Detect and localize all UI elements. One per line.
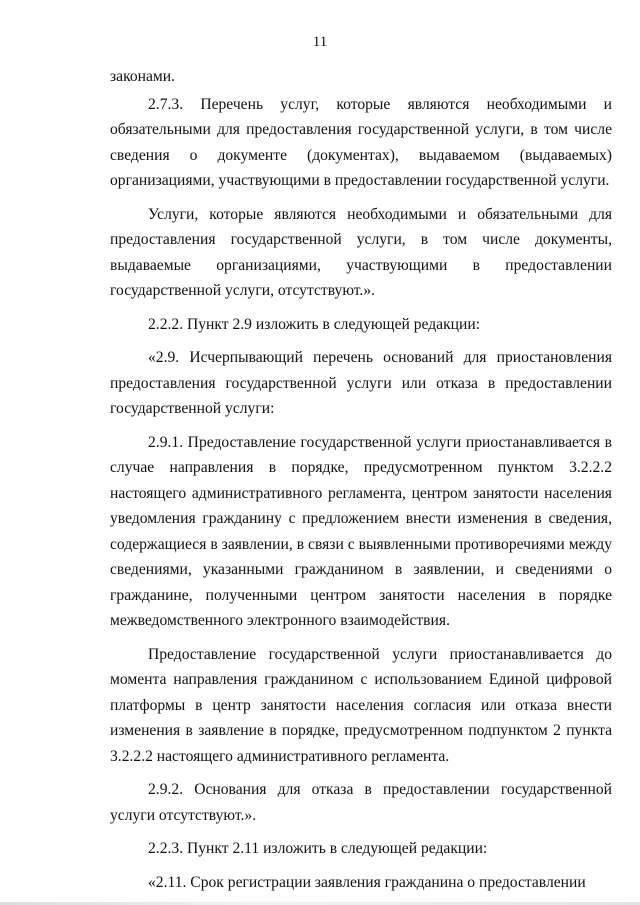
paragraph-2-11: «2.11. Срок регистрации заявления гражданина о предоставлении: [148, 873, 586, 891]
paragraph-2-9-2: 2.9.2. Основания для отказа в предоставлении государственной услуги отсутствуют.».: [110, 781, 612, 824]
paragraph-2-9-1: 2.9.1. Предоставление государственной услуги приостанавливается в случае направления в порядке, предусмотренном пунктом 3.2.2.2 настоящего административного регламента, центром занятости населения уведомления гражданину с предложением внести изменения в сведения, содержащиеся в заявлении, в связи с выявленными противоречиями между сведениями, указанными гражданином в заявлении, и сведениями о гражданине, полученными центром занятости населения в порядке межведомственного электронного взаимодействия.: [110, 433, 612, 629]
paragraph-2-2-2: 2.2.2. Пункт 2.9 изложить в следующей редакции:: [148, 315, 481, 333]
paragraph-2-2-3: 2.2.3. Пункт 2.11 изложить в следующей редакции:: [148, 840, 488, 857]
document-body: [110, 64, 612, 903]
paragraph-suspension: Предоставление государственной услуги приостанавливается до момента направления гражданином с использованием Единой цифровой платформы в центр занятости населения согласия или отказа внести изменения в заявление в порядке, предусмотренном подпунктом 2 пункта 3.2.2.2 настоящего административного регламента.: [110, 645, 612, 765]
paragraph-continuation: законами.: [110, 68, 176, 85]
paragraph-2-9: «2.9. Исчерпывающий перечень оснований для приостановления предоставления государственной услуги или отказа в предоставлении государственной услуги:: [110, 349, 612, 417]
page-number: 11: [312, 34, 328, 50]
paragraph-services-absent: Услуги, которые являются необходимыми и обязательными для предоставления государственной услуги, в том числе документы, выдаваемые организациями, участвующими в предоставлении государственной услуги, отсутствуют.».: [110, 205, 612, 299]
paragraph-2-7-3: 2.7.3. Перечень услуг, которые являются необходимыми и обязательными для предоставления государственной услуги, в том числе сведения о документе (документах), выдаваемом (выдаваемых) организациями, участвующими в предоставлении государственной услуги.: [110, 95, 612, 189]
